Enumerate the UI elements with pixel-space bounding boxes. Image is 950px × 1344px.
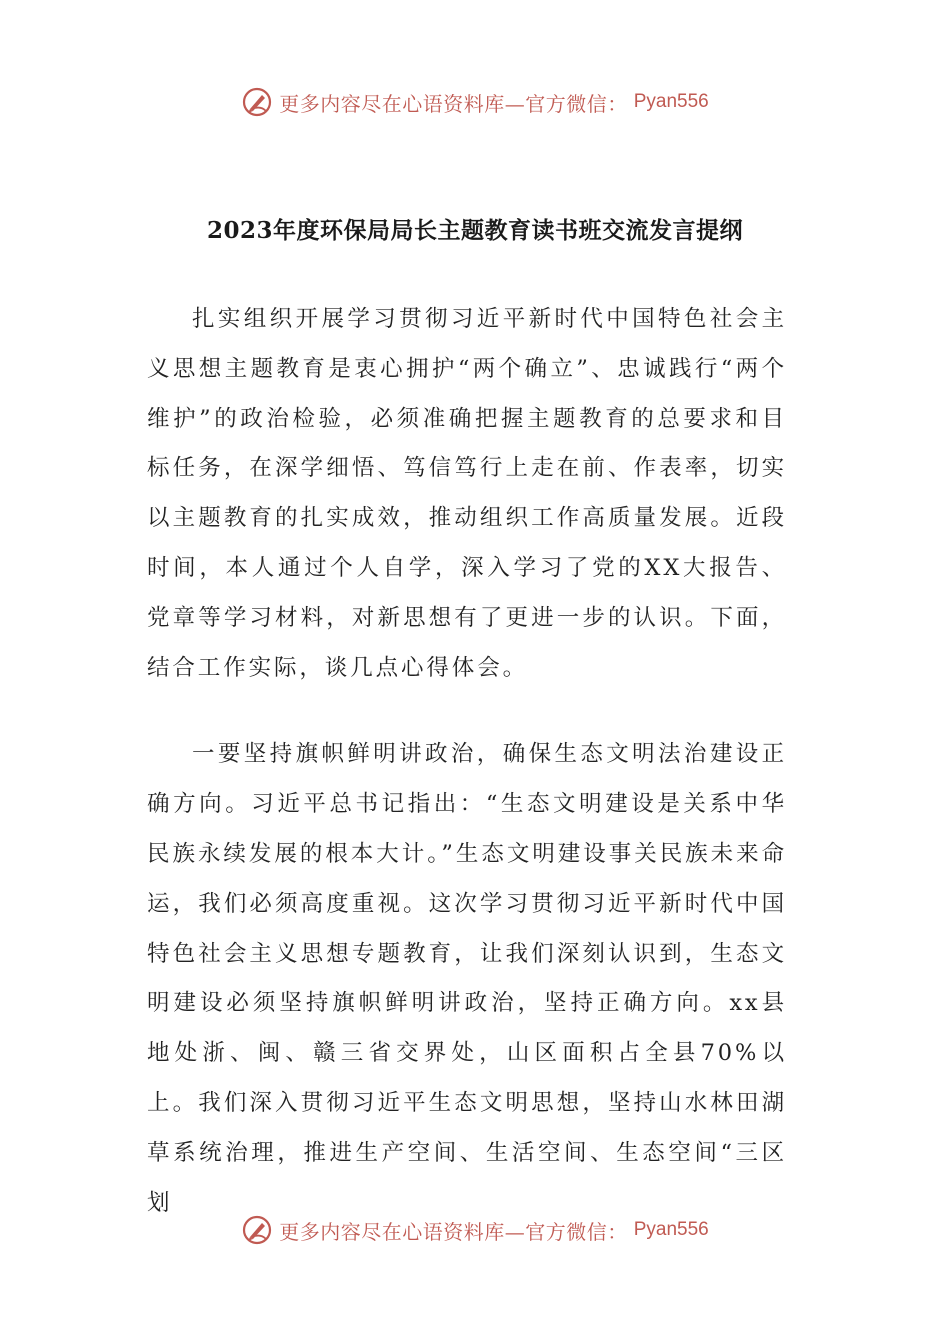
- document-body: [147, 295, 787, 1228]
- document-title: 2023年度环保局局长主题教育读书班交流发言提纲: [206, 217, 743, 244]
- pen-logo-icon: [241, 86, 273, 118]
- watermark-handle: Pyan556: [633, 1219, 709, 1240]
- watermark-text: 更多内容尽在心语资料库—官方微信：: [279, 91, 628, 116]
- pen-logo-icon: [241, 1214, 273, 1246]
- watermark-handle: Pyan556: [633, 91, 709, 112]
- paragraph-point-one: 一要坚持旗帜鲜明讲政治，确保生态文明法治建设正确方向。习近平总书记指出：“生态文明建设是关系中华民族永续发展的根本大计。”生态文明建设事关民族未来命运，我们必须高度重视。这次学习贯彻习近平新时代中国特色社会主义思想专题教育，让我们深刻认识到，生态文明建设必须坚持旗帜鲜明讲政治，坚持正确方向。xx县地处浙、闽、赣三省交界处，山区面积占全县70%以上。我们深入贯彻习近平生态文明思想，坚持山水林田湖草系统治理，推进生产空间、生活空间、生态空间“三区划: [147, 741, 787, 1216]
- footer-watermark: [0, 1210, 950, 1250]
- watermark-text: 更多内容尽在心语资料库—官方微信：: [279, 1219, 628, 1244]
- header-watermark: [0, 82, 950, 122]
- paragraph-intro: 扎实组织开展学习贯彻习近平新时代中国特色社会主义思想主题教育是衷心拥护“两个确立”、忠诚践行“两个维护”的政治检验，必须准确把握主题教育的总要求和目标任务，在深学细悟、笃信笃行上走在前、作表率，切实以主题教育的扎实成效，推动组织工作高质量发展。近段时间，本人通过个人自学，深入学习了党的XX大报告、党章等学习材料，对新思想有了更进一步的认识。下面，结合工作实际，谈几点心得体会。: [147, 306, 787, 681]
